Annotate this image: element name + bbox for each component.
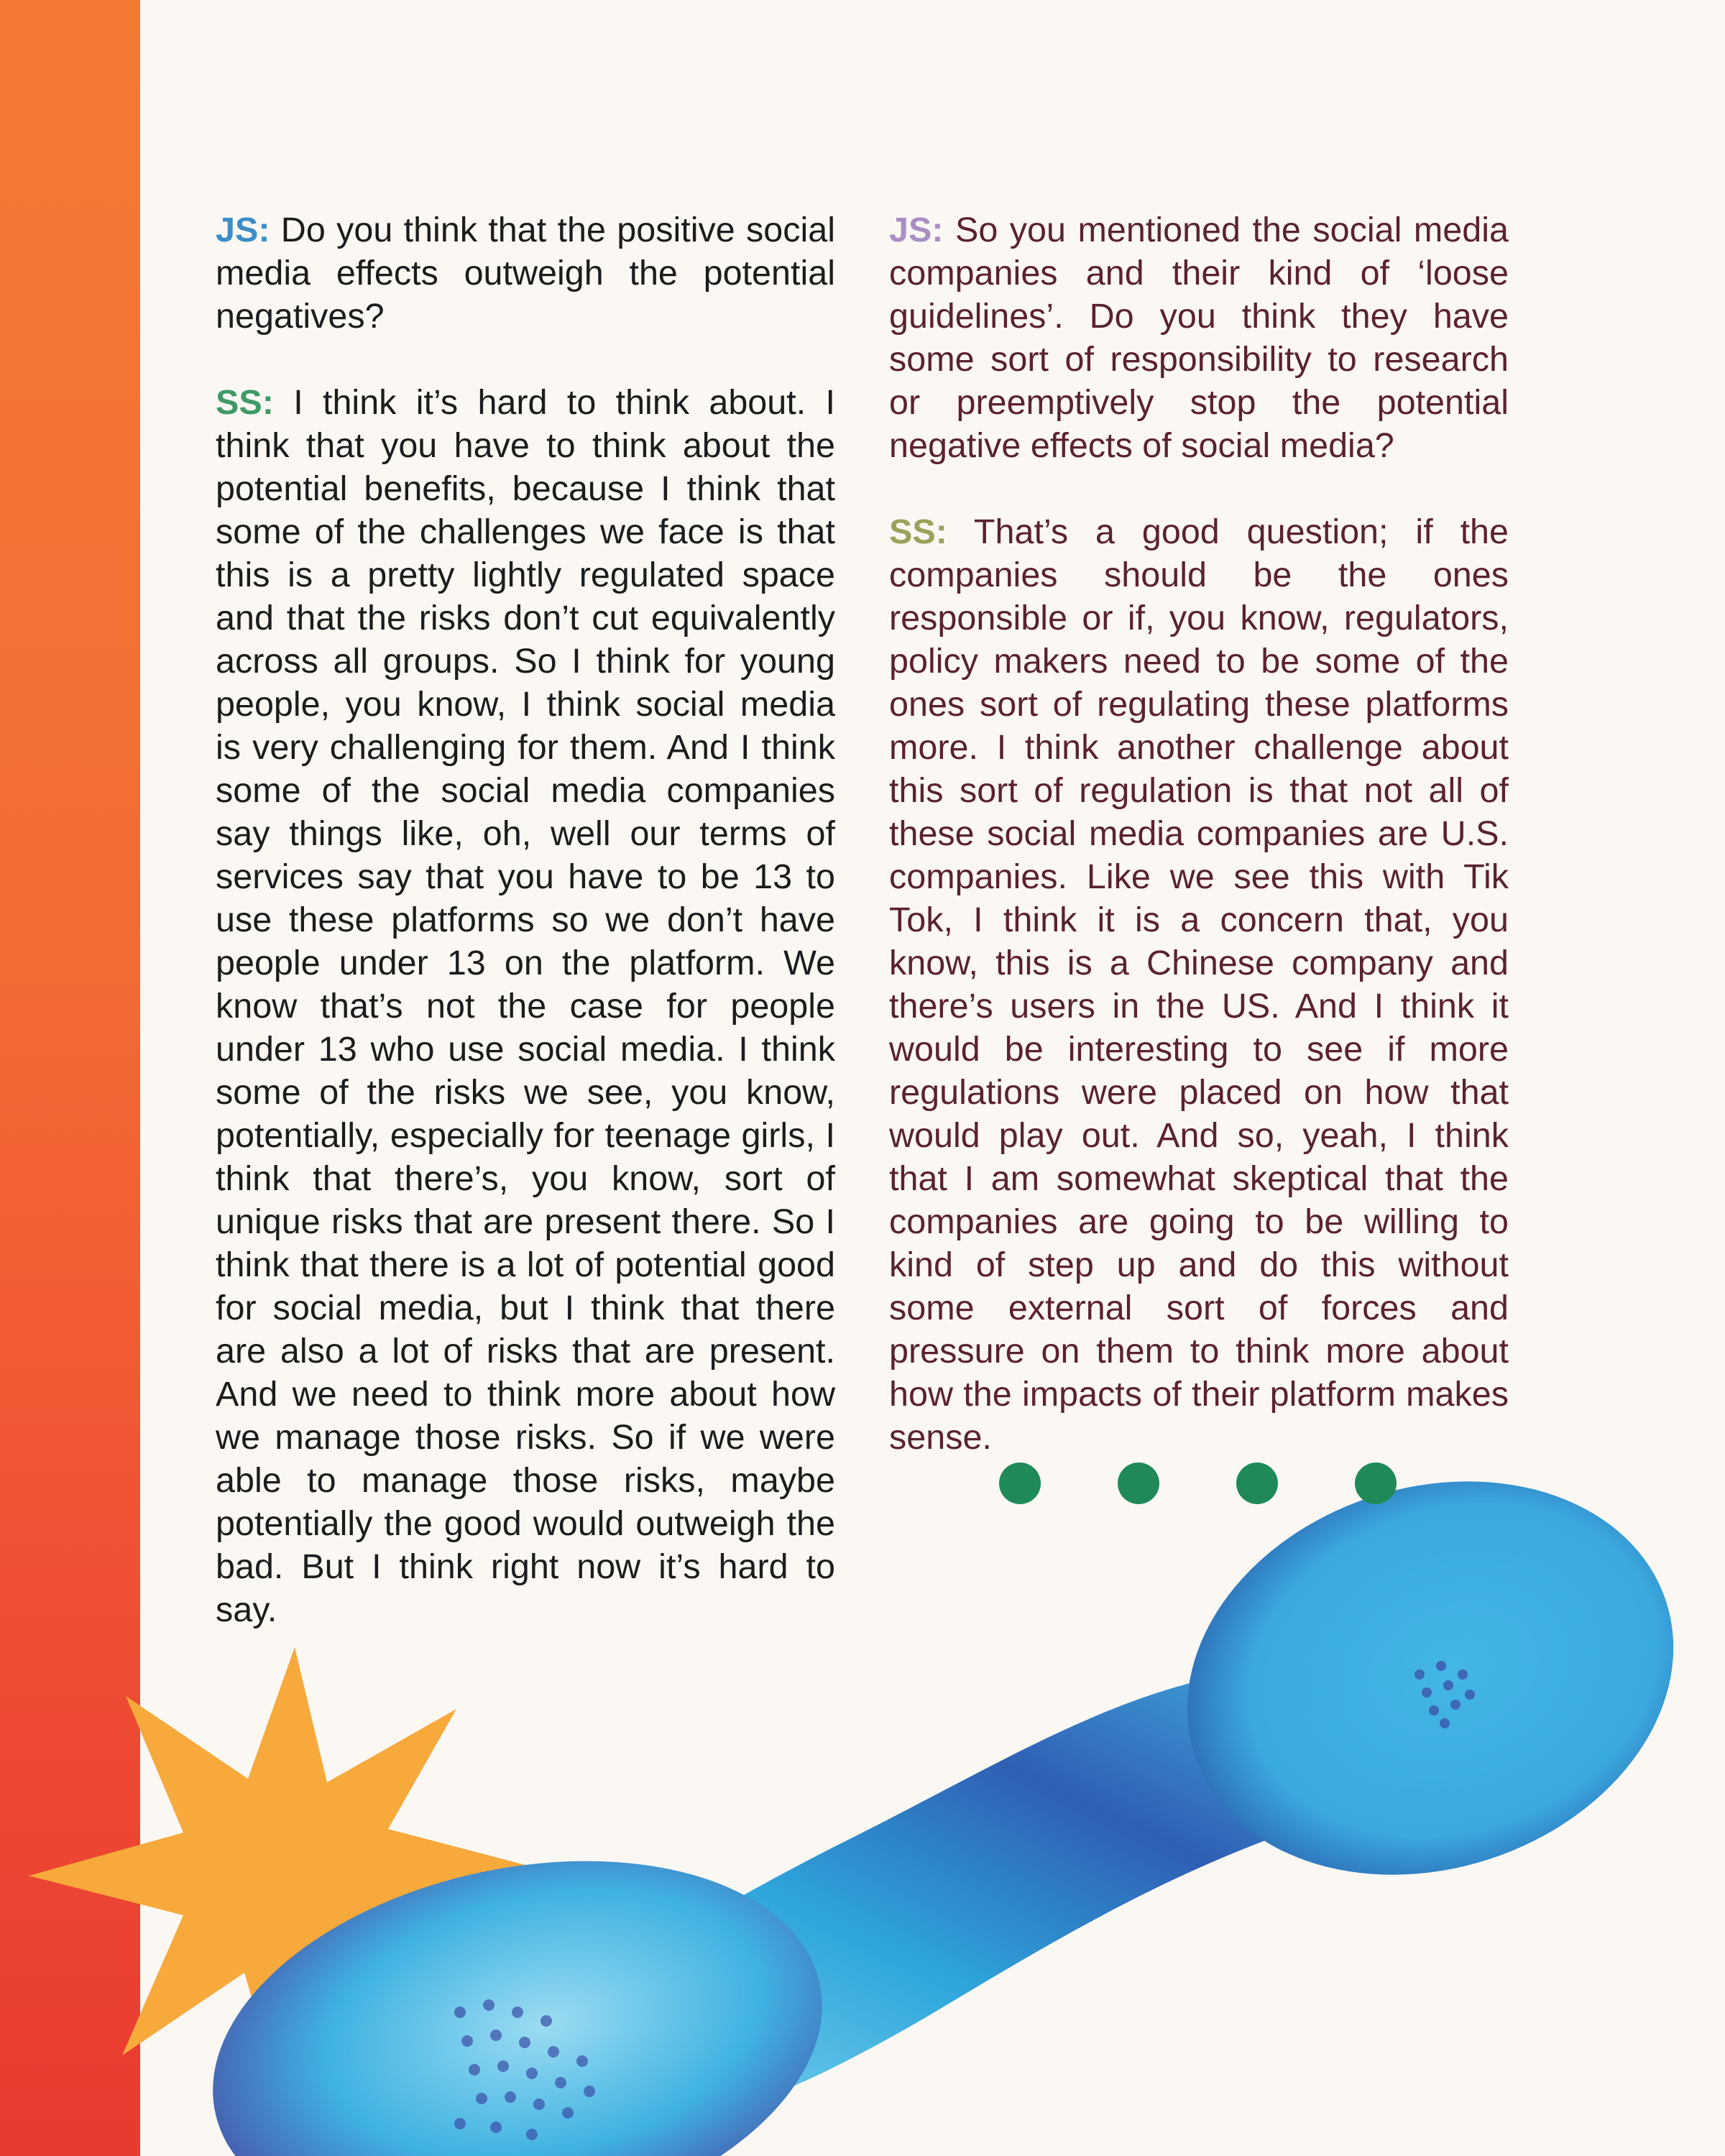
question-paragraph [216,208,835,338]
left-column [216,208,835,1674]
question-paragraph [889,208,1509,467]
question-text: So you mentioned the social media companies and their kind of ‘loose guidelines’. Do you think they have some sort of responsibility to research or preemptively stop the potential negative effects of social media? [889,211,1509,465]
speaker-label: SS: [216,383,274,422]
speaker-label: SS: [889,512,947,551]
answer-paragraph [216,381,835,1631]
right-column [889,208,1509,1502]
question-text: Do you think that the positive social media effects outweigh the potential negatives? [216,211,835,336]
speaker-label: JS: [889,211,944,249]
answer-text: That’s a good question; if the companies should be the ones responsible or if, you know, regulators, policy makers need to be some of the ones sort of regulating these platforms more. I think another challenge about this sort of regulation is that not all of these social media companies are U.S. companies. Like we see this with Tik Tok, I think it is a concern that, you know, this is a Chinese company and there’s users in the US. And I think it would be interesting to see if more regulations were placed on how that would play out. And so, yeah, I think that I am somewhat skeptical that the companies are going to be willing to kind of step up and do this without some external sort of forces and pressure on them to think more about how the impacts of their platform makes sense. [889,512,1509,1457]
speaker-label: JS: [216,211,270,249]
answer-text: I think it’s hard to think about. I think that you have to think about the potential benefits, because I think that some of the challenges we face is that this is a pretty lightly regulated space and that the risks don’t cut equivalently across all groups. So I think for young people, you know, I think social media is very challenging for them. And I think some of the social media companies say things like, oh, well our terms of services say that you have to be 13 to use these platforms so we don’t have people under 13 on the platform. We know that’s not the case for people under 13 who use social media. I think some of the risks we see, you know, potentially, especially for teenage girls, I think that there’s, you know, sort of unique risks that are present there. So I think that there is a lot of potential good for social media, but I think that there are also a lot of risks that are present. And we need to think more about how we manage those risks. So if we were able to manage those risks, maybe potentially the good would outweigh the bad. But I think right now it’s hard to say. [216,383,835,1629]
answer-paragraph [889,510,1509,1459]
